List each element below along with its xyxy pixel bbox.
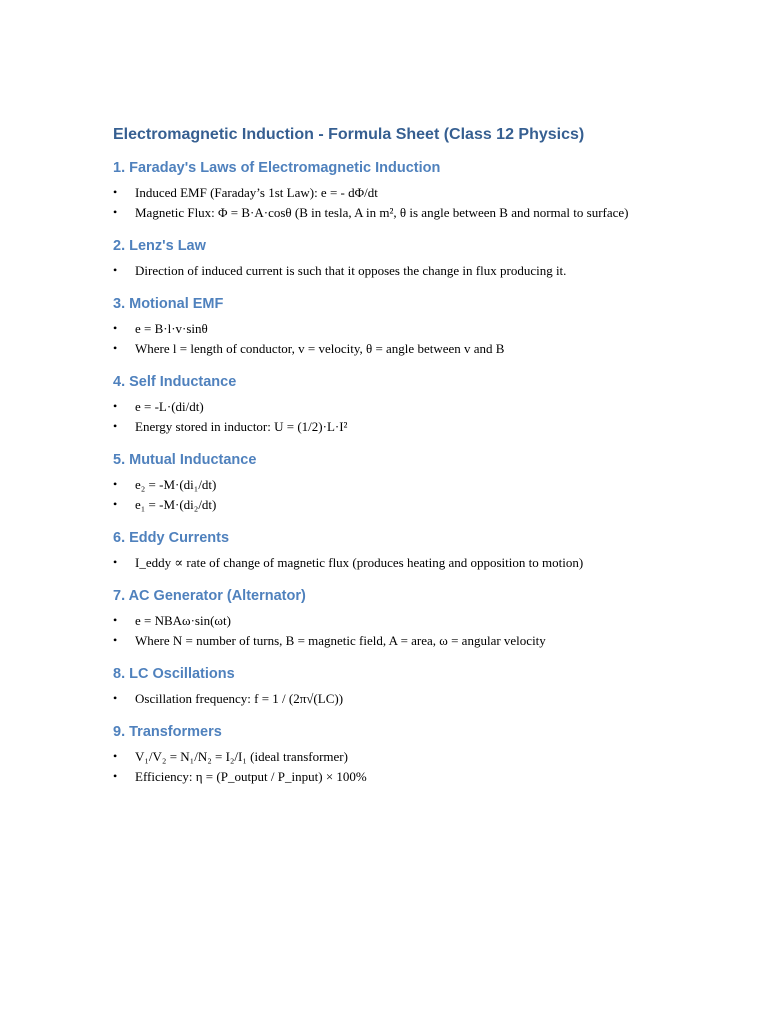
list-item [113, 553, 653, 572]
list-item [113, 203, 653, 222]
list-item-text: e = B·l·v·sinθ [135, 321, 208, 336]
section-heading: 4. Self Inductance [113, 374, 237, 390]
list-item [113, 319, 653, 338]
section-heading: 9. Transformers [113, 724, 222, 740]
list-item [113, 475, 653, 494]
bullet-icon: • [113, 399, 118, 413]
bullet-list [113, 553, 653, 572]
bullet-icon: • [113, 691, 118, 705]
list-item [113, 495, 653, 514]
list-item [113, 261, 653, 280]
section [113, 372, 653, 436]
bullet-icon: • [113, 497, 118, 511]
bullet-list [113, 183, 653, 222]
bullet-icon: • [113, 769, 118, 783]
bullet-icon: • [113, 749, 118, 763]
list-item [113, 417, 653, 436]
list-item-text: Induced EMF (Faraday’s 1st Law): e = - dΦ/dt [135, 185, 378, 200]
bullet-icon: • [113, 555, 118, 569]
section-heading: 3. Motional EMF [113, 296, 224, 312]
bullet-icon: • [113, 185, 118, 199]
section [113, 236, 653, 280]
bullet-list [113, 319, 653, 358]
bullet-icon: • [113, 633, 118, 647]
document-title: Electromagnetic Induction - Formula Sheet (Class 12 Physics) [113, 126, 585, 143]
section [113, 664, 653, 708]
list-item [113, 689, 653, 708]
list-item-text: e = NBAω·sin(ωt) [135, 613, 231, 628]
section-heading: 7. AC Generator (Alternator) [113, 588, 306, 604]
section [113, 586, 653, 650]
document-body [113, 124, 653, 800]
bullet-icon: • [113, 477, 118, 491]
section-heading: 5. Mutual Inductance [113, 452, 257, 468]
list-item-text: e₁ = -M·(di₂/dt) [135, 497, 217, 512]
list-item-text: Where N = number of turns, B = magnetic field, A = area, ω = angular velocity [135, 633, 546, 648]
bullet-icon: • [113, 613, 118, 627]
bullet-icon: • [113, 341, 118, 355]
section [113, 450, 653, 514]
section-heading: 1. Faraday's Laws of Electromagnetic Induction [113, 160, 441, 176]
list-item [113, 397, 653, 416]
bullet-icon: • [113, 419, 118, 433]
list-item-text: Efficiency: η = (P_output / P_input) × 100% [135, 769, 367, 784]
section-heading: 8. LC Oscillations [113, 666, 235, 682]
list-item-text: Oscillation frequency: f = 1 / (2π√(LC)) [135, 691, 344, 706]
bullet-list [113, 261, 653, 280]
list-item [113, 339, 653, 358]
list-item-text: Magnetic Flux: Φ = B·A·cosθ (B in tesla, A in m², θ is angle between B and normal to surface) [135, 205, 629, 220]
list-item-text: e₂ = -M·(di₁/dt) [135, 477, 217, 492]
section [113, 528, 653, 572]
section-heading: 6. Eddy Currents [113, 530, 230, 546]
list-item-text: e = -L·(di/dt) [135, 399, 204, 414]
section [113, 158, 653, 222]
list-item [113, 183, 653, 202]
bullet-list [113, 397, 653, 436]
list-item-text: V₁/V₂ = N₁/N₂ = I₂/I₁ (ideal transformer) [135, 749, 348, 764]
list-item [113, 611, 653, 630]
bullet-list [113, 475, 653, 514]
section-heading: 2. Lenz's Law [113, 238, 206, 254]
bullet-icon: • [113, 321, 118, 335]
list-item [113, 747, 653, 766]
list-item-text: Where l = length of conductor, v = velocity, θ = angle between v and B [135, 341, 505, 356]
list-item [113, 767, 653, 786]
bullet-list [113, 747, 653, 786]
section [113, 294, 653, 358]
list-item-text: Energy stored in inductor: U = (1/2)·L·I² [135, 419, 348, 434]
list-item-text: Direction of induced current is such that it opposes the change in flux producing it. [135, 263, 567, 278]
bullet-list [113, 689, 653, 708]
bullet-icon: • [113, 263, 118, 277]
bullet-icon: • [113, 205, 118, 219]
bullet-list [113, 611, 653, 650]
list-item-text: I_eddy ∝ rate of change of magnetic flux (produces heating and opposition to motion) [135, 555, 584, 570]
sections-container [113, 158, 653, 786]
section [113, 722, 653, 786]
list-item [113, 631, 653, 650]
